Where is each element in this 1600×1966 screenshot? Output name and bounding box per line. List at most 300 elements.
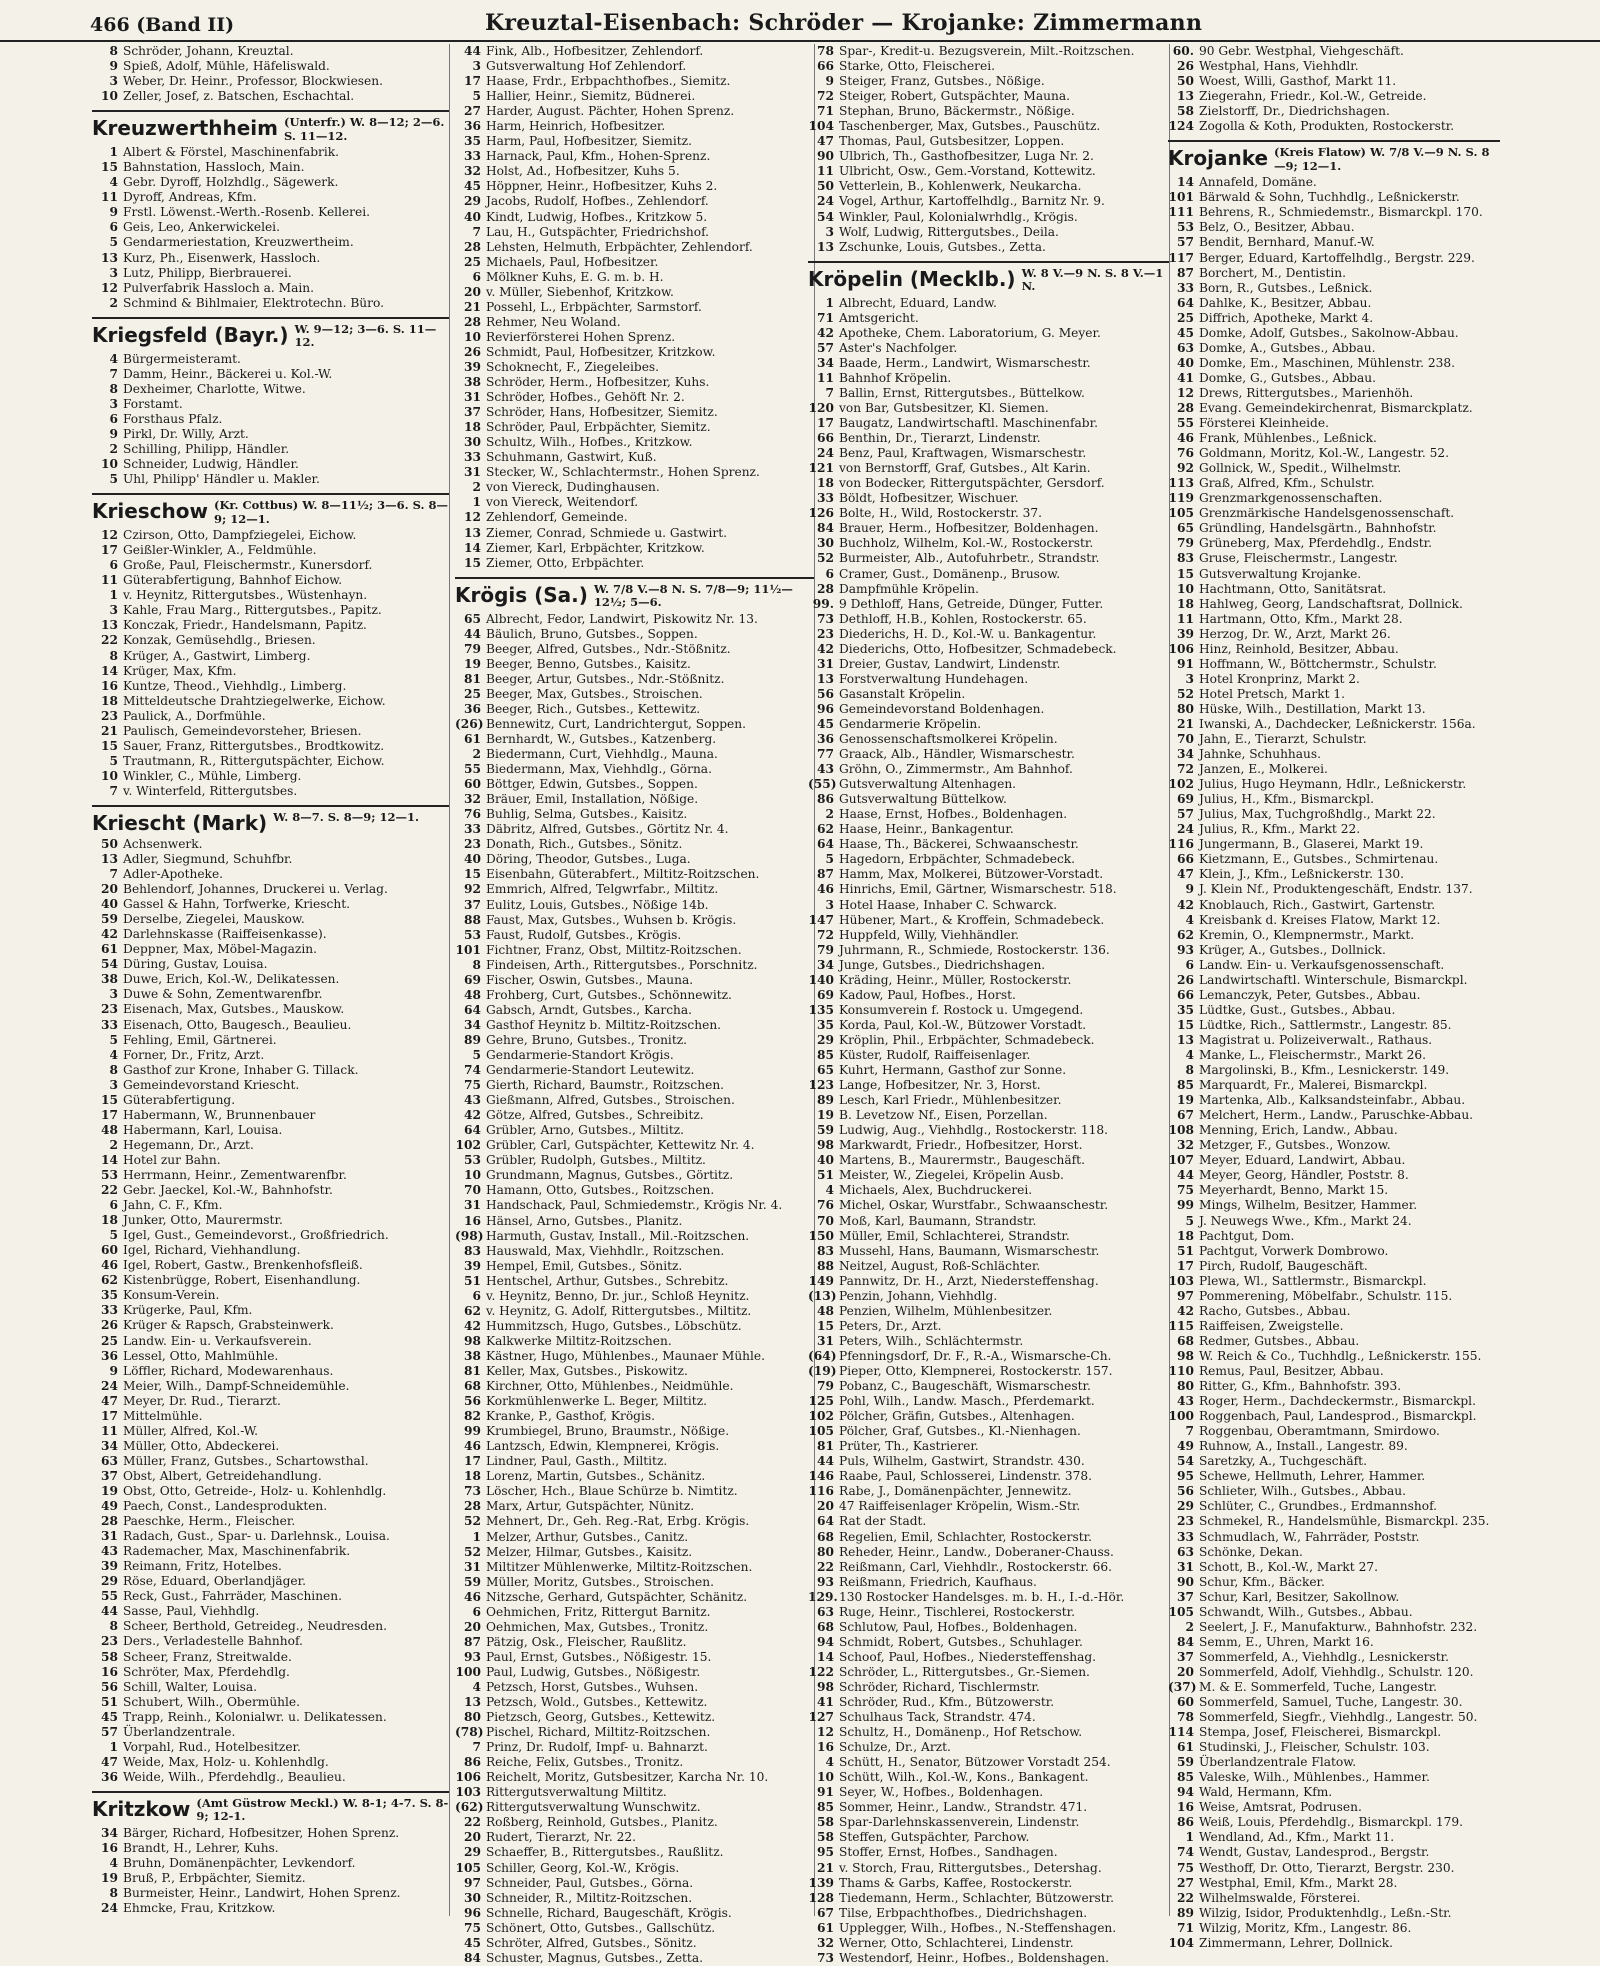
phone-number: 70	[817, 1213, 834, 1228]
directory-entry	[1168, 1484, 1500, 1499]
directory-entry	[92, 942, 450, 957]
subscriber-name: Lau, H., Gutspächter, Friedrichshof.	[486, 224, 710, 239]
subscriber-name: Müller, Alfred, Kol.-W.	[123, 1423, 258, 1438]
directory-entry	[92, 1589, 450, 1604]
subscriber-name: Deppner, Max, Möbel-Magazin.	[123, 942, 317, 957]
phone-number: 57	[1177, 235, 1194, 250]
phone-number: 14	[101, 663, 118, 678]
phone-number: 15	[1177, 566, 1194, 581]
directory-entry	[1168, 1078, 1500, 1093]
directory-entry	[1168, 1198, 1500, 1213]
subscriber-name: Sommerfeld, Adolf, Viehhdlg., Schulstr. 120.	[1199, 1664, 1474, 1679]
directory-entry	[1168, 1876, 1500, 1891]
phone-number: 6	[109, 558, 118, 573]
directory-entry	[455, 1153, 815, 1168]
directory-entry	[1168, 59, 1500, 74]
subscriber-name: Raiffeisen, Zweigstelle.	[1199, 1318, 1344, 1333]
directory-entry	[92, 987, 450, 1002]
phone-number: 29	[101, 1574, 118, 1589]
directory-entry	[808, 1274, 1170, 1289]
directory-entry	[1168, 1830, 1500, 1845]
phone-number: 4	[109, 351, 118, 366]
subscriber-name: Rittergutsverwaltung Miltitz.	[486, 1785, 667, 1800]
directory-entry	[455, 642, 815, 657]
subscriber-name: Hinrichs, Emil, Gärtner, Wismarschestr. 518.	[839, 882, 1117, 897]
directory-entry	[1168, 326, 1500, 341]
subscriber-name: von Viereck, Dudinghausen.	[486, 480, 660, 495]
subscriber-name: Sauer, Franz, Rittergutsbes., Brodtkowitz.	[123, 738, 385, 753]
subscriber-name: Scheer, Berthold, Getreideg., Neudresden.	[123, 1619, 387, 1634]
directory-entry	[455, 898, 815, 913]
phone-number: 4	[472, 1679, 481, 1694]
phone-number: 84	[1177, 1634, 1194, 1649]
phone-number: 99.	[812, 596, 834, 611]
phone-number: 99	[464, 1424, 481, 1439]
phone-number: 33	[101, 1017, 118, 1032]
phone-number: (62)	[455, 1800, 484, 1815]
directory-entry	[455, 526, 815, 541]
subscriber-name: Pieper, Otto, Klempnerei, Rostockerstr. 157.	[839, 1363, 1113, 1378]
phone-number: 98	[1177, 1348, 1194, 1363]
subscriber-name: Pölcher, Gräfin, Gutsbes., Altenhagen.	[839, 1409, 1075, 1424]
directory-entry	[455, 360, 815, 375]
directory-entry	[92, 724, 450, 739]
directory-entry	[455, 1048, 815, 1063]
subscriber-name: Werner, Otto, Schlachterei, Lindenstr.	[839, 1935, 1074, 1950]
directory-entry	[92, 882, 450, 897]
directory-entry	[455, 44, 815, 59]
subscriber-name: Belz, O., Besitzer, Abbau.	[1199, 220, 1355, 235]
subscriber-name: Forner, Dr., Fritz, Arzt.	[123, 1047, 265, 1062]
phone-number: 56	[101, 1679, 118, 1694]
directory-entry	[808, 225, 1170, 240]
directory-entry	[808, 807, 1170, 822]
phone-number: 56	[817, 686, 834, 701]
phone-number: 19	[464, 656, 481, 671]
directory-entry	[808, 311, 1170, 326]
subscriber-name: Schröter, Alfred, Gutsbes., Sönitz.	[486, 1935, 697, 1950]
subscriber-name: Graack, Alb., Händler, Wismarschestr.	[839, 747, 1075, 762]
phone-number: 13	[101, 618, 118, 633]
directory-entry	[455, 852, 815, 867]
phone-number: 22	[1177, 1890, 1194, 1905]
directory-entry	[455, 1725, 815, 1740]
subscriber-name: Gassel & Hahn, Torfwerke, Kriescht.	[123, 897, 350, 912]
directory-entry	[455, 1936, 815, 1951]
directory-entry	[1168, 266, 1500, 281]
directory-entry	[92, 1710, 450, 1725]
directory-entry	[808, 1710, 1170, 1725]
directory-entry	[1168, 1635, 1500, 1650]
page-number: 466 (Band II)	[90, 14, 235, 36]
directory-entry	[455, 435, 815, 450]
subscriber-name: Rat der Stadt.	[839, 1514, 927, 1529]
directory-entry	[92, 1665, 450, 1680]
subscriber-name: 90 Gebr. Westphal, Viehgeschäft.	[1199, 44, 1404, 58]
directory-entry	[455, 390, 815, 405]
subscriber-name: Paeschke, Herm., Fleischer.	[123, 1514, 296, 1529]
directory-entry	[455, 1650, 815, 1665]
town-name: Krieschow	[92, 499, 208, 524]
phone-number: 33	[817, 491, 834, 506]
phone-number: 69	[464, 972, 481, 987]
directory-entry	[808, 822, 1170, 837]
phone-number: 44	[1177, 1168, 1194, 1183]
directory-entry	[455, 179, 815, 194]
phone-number: 56	[1177, 1484, 1194, 1499]
subscriber-name: Schmudlach, W., Fahrräder, Poststr.	[1199, 1529, 1420, 1544]
subscriber-name: Paulick, A., Dorfmühle.	[123, 708, 266, 723]
subscriber-name: Aster's Nachfolger.	[839, 340, 958, 355]
phone-number: 19	[817, 1108, 834, 1123]
directory-entry	[1168, 597, 1500, 612]
subscriber-name: Igel, Richard, Viehhandlung.	[123, 1243, 301, 1258]
directory-entry	[1168, 521, 1500, 536]
subscriber-name: Spieß, Adolf, Mühle, Häfeliswald.	[123, 59, 330, 74]
directory-entry	[1168, 1605, 1500, 1620]
directory-entry	[808, 642, 1170, 657]
directory-entry	[808, 59, 1170, 74]
phone-number: 18	[101, 693, 118, 708]
directory-entry	[808, 1620, 1170, 1635]
directory-entry	[92, 472, 450, 487]
subscriber-name: Hotel Kronprinz, Markt 2.	[1199, 671, 1360, 686]
directory-entry	[808, 476, 1170, 491]
directory-entry	[455, 556, 815, 571]
phone-number: 107	[1168, 1153, 1194, 1168]
directory-entry	[808, 657, 1170, 672]
phone-number: 76	[464, 807, 481, 822]
subscriber-name: Forstamt.	[123, 396, 183, 411]
directory-entry	[92, 1138, 450, 1153]
phone-number: 88	[464, 912, 481, 927]
phone-number: 26	[464, 344, 481, 359]
phone-number: 44	[817, 1454, 834, 1469]
directory-entry	[455, 1003, 815, 1018]
phone-number: 11	[817, 370, 834, 385]
directory-entry	[808, 1334, 1170, 1349]
directory-entry	[808, 461, 1170, 476]
directory-entry	[808, 672, 1170, 687]
subscriber-name: Wilhelmswalde, Försterei.	[1199, 1890, 1361, 1905]
subscriber-name: Puls, Wilhelm, Gastwirt, Strandstr. 430.	[839, 1454, 1085, 1469]
subscriber-name: v. Heynitz, Benno, Dr. jur., Schloß Heynitz.	[486, 1288, 750, 1303]
phone-number: 54	[101, 957, 118, 972]
subscriber-name: Born, R., Gutsbes., Leßnick.	[1199, 280, 1373, 295]
subscriber-name: Benthin, Dr., Tierarzt, Lindenstr.	[839, 431, 1041, 446]
directory-entry	[808, 988, 1170, 1003]
phone-number: 14	[464, 540, 481, 555]
phone-number: 15	[101, 738, 118, 753]
directory-entry	[1168, 1409, 1500, 1424]
subscriber-name: Diederichs, Otto, Hofbesitzer, Schmadebeck.	[839, 641, 1117, 656]
phone-number: 35	[101, 1288, 118, 1303]
directory-entry	[808, 973, 1170, 988]
phone-number: 74	[464, 1063, 481, 1078]
phone-number: 18	[817, 476, 834, 491]
subscriber-name: Konzak, Gemüsehdlg., Briesen.	[123, 633, 316, 648]
directory-entry	[92, 1826, 450, 1841]
directory-entry	[92, 205, 450, 220]
phone-number: 5	[472, 1048, 481, 1062]
subscriber-name: v. Heynitz, G. Adolf, Rittergutsbes., Miltitz.	[486, 1303, 752, 1318]
directory-entry	[808, 1168, 1170, 1183]
subscriber-name: von Viereck, Weitendorf.	[486, 495, 639, 510]
subscriber-name: Diffrich, Apotheke, Markt 4.	[1199, 310, 1374, 325]
subscriber-name: Valeske, Wilh., Mühlenbes., Hammer.	[1199, 1770, 1430, 1785]
subscriber-name: Frstl. Löwenst.-Werth.-Rosenb. Kellerei.	[123, 205, 370, 220]
office-hours: W. 8 V.—9 N. S. 8 V.—1 N.	[1021, 265, 1164, 294]
subscriber-name: Grüneberg, Max, Pferdehdlg., Endstr.	[1199, 536, 1433, 551]
directory-entry	[808, 717, 1170, 732]
phone-number: 8	[1185, 1063, 1194, 1078]
subscriber-name: Plewa, Wl., Sattlermstr., Bismarckpl.	[1199, 1273, 1427, 1288]
directory-entry	[808, 852, 1170, 867]
subscriber-name: Eisenach, Otto, Baugesch., Beaulieu.	[123, 1017, 352, 1032]
subscriber-name: Schilling, Philipp, Händler.	[123, 441, 290, 456]
subscriber-name: Kremin, O., Klempnermstr., Markt.	[1199, 927, 1415, 942]
directory-entry	[92, 573, 450, 588]
subscriber-name: Grübler, Carl, Gutspächter, Kettewitz Nr. 4.	[486, 1138, 755, 1153]
directory-entry	[1168, 1590, 1500, 1605]
subscriber-name: Haase, Ernst, Hofbes., Boldenhagen.	[839, 807, 1068, 822]
directory-entry	[92, 709, 450, 724]
subscriber-name: Buchholz, Wilhelm, Kol.-W., Rostockerstr.	[839, 536, 1094, 551]
phone-number: 5	[109, 753, 118, 768]
subscriber-name: Geißler-Winkler, A., Feldmühle.	[123, 543, 317, 558]
phone-number: 26	[101, 1318, 118, 1333]
phone-number: 65	[1177, 521, 1194, 536]
subscriber-name: Ruge, Heinr., Tischlerei, Rostockerstr.	[839, 1604, 1075, 1619]
office-hours: (Kr. Cottbus) W. 8—11½; 3—6. S. 8—9; 12—1.	[214, 498, 449, 526]
phone-number: 7	[109, 366, 118, 381]
subscriber-name: Schur, Kfm., Bäcker.	[1199, 1574, 1325, 1589]
subscriber-name: Metzger, F., Gutsbes., Wonzow.	[1199, 1138, 1391, 1153]
subscriber-name: Düring, Gustav, Louisa.	[123, 957, 268, 972]
phone-number: 95	[817, 1845, 834, 1860]
subscriber-name: Schütt, Wilh., Kol.-W., Kons., Bankagent.	[839, 1770, 1089, 1785]
phone-number: (98)	[455, 1228, 484, 1243]
phone-number: 50	[101, 836, 118, 851]
directory-entry	[1168, 1469, 1500, 1484]
directory-entry	[808, 1424, 1170, 1439]
directory-entry	[1168, 506, 1500, 521]
directory-entry	[92, 1529, 450, 1544]
phone-number: 22	[817, 1559, 834, 1574]
directory-entry	[808, 913, 1170, 928]
directory-entry	[1168, 1800, 1500, 1815]
phone-number: 18	[101, 1213, 118, 1228]
phone-number: 67	[1177, 1108, 1194, 1123]
directory-entry	[455, 1545, 815, 1560]
subscriber-name: Schwandt, Wilh., Gutsbes., Abbau.	[1199, 1604, 1413, 1619]
subscriber-name: Paulisch, Gemeindevorsteher, Briesen.	[123, 723, 362, 738]
phone-number: 42	[464, 1318, 481, 1333]
directory-columns	[0, 44, 1600, 1965]
directory-entry	[92, 754, 450, 769]
phone-number: 27	[464, 104, 481, 119]
phone-number: 80	[1177, 701, 1194, 716]
subscriber-name: Schaeffer, B., Rittergutsbes., Raußlitz.	[486, 1845, 724, 1860]
subscriber-name: Dreier, Gustav, Landwirt, Lindenstr.	[839, 656, 1061, 671]
subscriber-name: Michel, Oskar, Wurstfabr., Schwaanschestr.	[839, 1198, 1109, 1213]
directory-entry	[1168, 1650, 1500, 1665]
phone-number: 31	[464, 390, 481, 405]
subscriber-name: Krüger, A., Gastwirt, Limberg.	[123, 648, 311, 663]
town-name: Krojanke	[1168, 146, 1269, 171]
phone-number: 105	[455, 1860, 481, 1875]
directory-entry	[92, 427, 450, 442]
phone-number: 18	[1177, 596, 1194, 611]
subscriber-name: Hentschel, Arthur, Gutsbes., Schrebitz.	[486, 1273, 729, 1288]
subscriber-name: Raabe, Paul, Schlosserei, Lindenstr. 378.	[839, 1469, 1093, 1484]
phone-number: 5	[109, 235, 118, 250]
phone-number: 78	[817, 44, 834, 58]
subscriber-name: Albrecht, Eduard, Landw.	[839, 295, 997, 310]
phone-number: 93	[464, 1649, 481, 1664]
subscriber-name: Kröplin, Phil., Erbpächter, Schmadebeck.	[839, 1032, 1095, 1047]
phone-number: 70	[1177, 732, 1194, 747]
subscriber-name: Reiche, Felix, Gutsbes., Tronitz.	[486, 1755, 684, 1770]
directory-entry	[808, 240, 1170, 255]
phone-number: 63	[1177, 1544, 1194, 1559]
phone-number: 43	[817, 762, 834, 777]
subscriber-name: Beeger, Max, Gutsbes., Stroischen.	[486, 686, 703, 701]
phone-number: 67	[817, 1905, 834, 1920]
phone-number: 31	[1177, 1559, 1194, 1574]
directory-entry	[455, 285, 815, 300]
subscriber-name: Krügerke, Paul, Kfm.	[123, 1303, 253, 1318]
directory-entry	[1168, 1755, 1500, 1770]
directory-entry	[92, 1108, 450, 1123]
phone-number: 31	[817, 656, 834, 671]
directory-entry	[455, 1033, 815, 1048]
subscriber-name: Brandt, H., Lehrer, Kuhs.	[123, 1840, 279, 1855]
subscriber-name: Zeller, Josef, z. Batschen, Eschachtal.	[123, 89, 355, 104]
directory-entry	[455, 1560, 815, 1575]
column-1	[92, 44, 450, 1916]
subscriber-name: Melchert, Herm., Landw., Paruschke-Abbau.	[1199, 1108, 1474, 1123]
directory-entry	[455, 541, 815, 556]
directory-entry	[455, 315, 815, 330]
subscriber-name: Schönert, Otto, Gutsbes., Gallschütz.	[486, 1920, 716, 1935]
subscriber-name: Ritter, G., Kfm., Bahnhofstr. 393.	[1199, 1379, 1402, 1394]
phone-number: 20	[1177, 1664, 1194, 1679]
directory-entry	[92, 397, 450, 412]
phone-number: 14	[101, 1152, 118, 1167]
directory-entry	[92, 1770, 450, 1785]
subscriber-name: v. Winterfeld, Rittergutsbes.	[123, 783, 298, 798]
directory-entry	[455, 762, 815, 777]
subscriber-name: Schmind & Bihlmaier, Elektrotechn. Büro.	[123, 295, 384, 310]
directory-entry	[455, 510, 815, 525]
phone-number: 10	[101, 457, 118, 472]
subscriber-name: Wendland, Ad., Kfm., Markt 11.	[1199, 1830, 1395, 1845]
subscriber-name: Pobanz, C., Baugeschäft, Wismarschestr.	[839, 1379, 1091, 1394]
subscriber-name: Adler-Apotheke.	[123, 867, 224, 882]
directory-entry	[455, 1093, 815, 1108]
subscriber-name: Krüger, A., Gutsbes., Dollnick.	[1199, 942, 1386, 957]
phone-number: 29	[1177, 1499, 1194, 1514]
phone-number: 22	[101, 633, 118, 648]
directory-entry	[455, 450, 815, 465]
directory-entry	[808, 44, 1170, 59]
phone-number: 13	[1177, 1032, 1194, 1047]
phone-number: 106	[1168, 641, 1194, 656]
subscriber-name: Ziegerahn, Friedr., Kol.-W., Getreide.	[1199, 89, 1427, 104]
directory-entry	[92, 1364, 450, 1379]
directory-entry	[455, 1590, 815, 1605]
directory-entry	[455, 732, 815, 747]
phone-number: 1	[825, 295, 834, 310]
directory-entry	[808, 89, 1170, 104]
phone-number: 40	[1177, 355, 1194, 370]
directory-entry	[808, 551, 1170, 566]
subscriber-name: Roggenbach, Paul, Landesprod., Bismarckpl.	[1199, 1409, 1477, 1424]
directory-entry	[92, 1228, 450, 1243]
phone-number: 102	[1168, 777, 1194, 792]
subscriber-name: Achsenwerk.	[123, 836, 203, 851]
directory-entry	[455, 119, 815, 134]
phone-number: 98	[464, 1333, 481, 1348]
directory-entry	[455, 300, 815, 315]
phone-number: 40	[464, 852, 481, 867]
phone-number: 123	[808, 1078, 834, 1093]
phone-number: 15	[101, 1092, 118, 1107]
directory-entry	[1168, 898, 1500, 913]
phone-number: 58	[101, 1649, 118, 1664]
directory-entry	[808, 134, 1170, 149]
directory-entry	[808, 1469, 1170, 1484]
directory-entry	[455, 1710, 815, 1725]
subscriber-name: Meyer, Eduard, Landwirt, Abbau.	[1199, 1153, 1406, 1168]
subscriber-name: Lorenz, Martin, Gutsbes., Schänitz.	[486, 1469, 706, 1484]
subscriber-name: Beeger, Artur, Gutsbes., Ndr.-Stößnitz.	[486, 671, 725, 686]
phone-number: 12	[101, 280, 118, 295]
directory-entry	[808, 506, 1170, 521]
directory-entry	[92, 1634, 450, 1649]
subscriber-name: Oehmichen, Fritz, Rittergut Barnitz.	[486, 1604, 711, 1619]
phone-number: 10	[1177, 581, 1194, 596]
subscriber-name: Mussehl, Hans, Baumann, Wismarschestr.	[839, 1243, 1100, 1258]
directory-entry	[808, 762, 1170, 777]
phone-number: 32	[464, 164, 481, 179]
directory-entry	[808, 536, 1170, 551]
subscriber-name: Hachtmann, Otto, Sanitätsrat.	[1199, 581, 1387, 596]
subscriber-name: Benz, Paul, Kraftwagen, Wismarschestr.	[839, 446, 1087, 461]
subscriber-name: Schröder, Paul, Erbpächter, Siemitz.	[486, 420, 711, 435]
subscriber-name: Herrmann, Heinr., Zementwarenfbr.	[123, 1168, 347, 1182]
subscriber-name: Miltitzer Mühlenwerke, Miltitz-Roitzschen.	[486, 1559, 753, 1574]
subscriber-name: Studinski, J., Fleischer, Schulstr. 103.	[1199, 1740, 1430, 1755]
directory-entry	[455, 1364, 815, 1379]
phone-number: 5	[109, 1032, 118, 1047]
directory-entry	[455, 1138, 815, 1153]
phone-number: 16	[817, 1740, 834, 1755]
subscriber-name: Donath, Rich., Gutsbes., Sönitz.	[486, 837, 683, 852]
phone-number: 46	[817, 882, 834, 897]
phone-number: 81	[464, 1363, 481, 1378]
directory-entry	[92, 44, 450, 59]
subscriber-name: Duwe & Sohn, Zementwarenfbr.	[123, 987, 323, 1002]
phone-number: 73	[464, 1484, 481, 1499]
phone-number: 20	[464, 1830, 481, 1845]
subscriber-name: Schultz, H., Domänenp., Hof Retschow.	[839, 1725, 1083, 1740]
subscriber-name: Findeisen, Arth., Rittergutsbes., Porschnitz.	[486, 957, 758, 972]
subscriber-name: Ulbricht, Osw., Gem.-Vorstand, Kottewitz.	[839, 164, 1096, 179]
directory-entry	[92, 266, 450, 281]
subscriber-name: Überlandzentrale.	[123, 1724, 236, 1739]
